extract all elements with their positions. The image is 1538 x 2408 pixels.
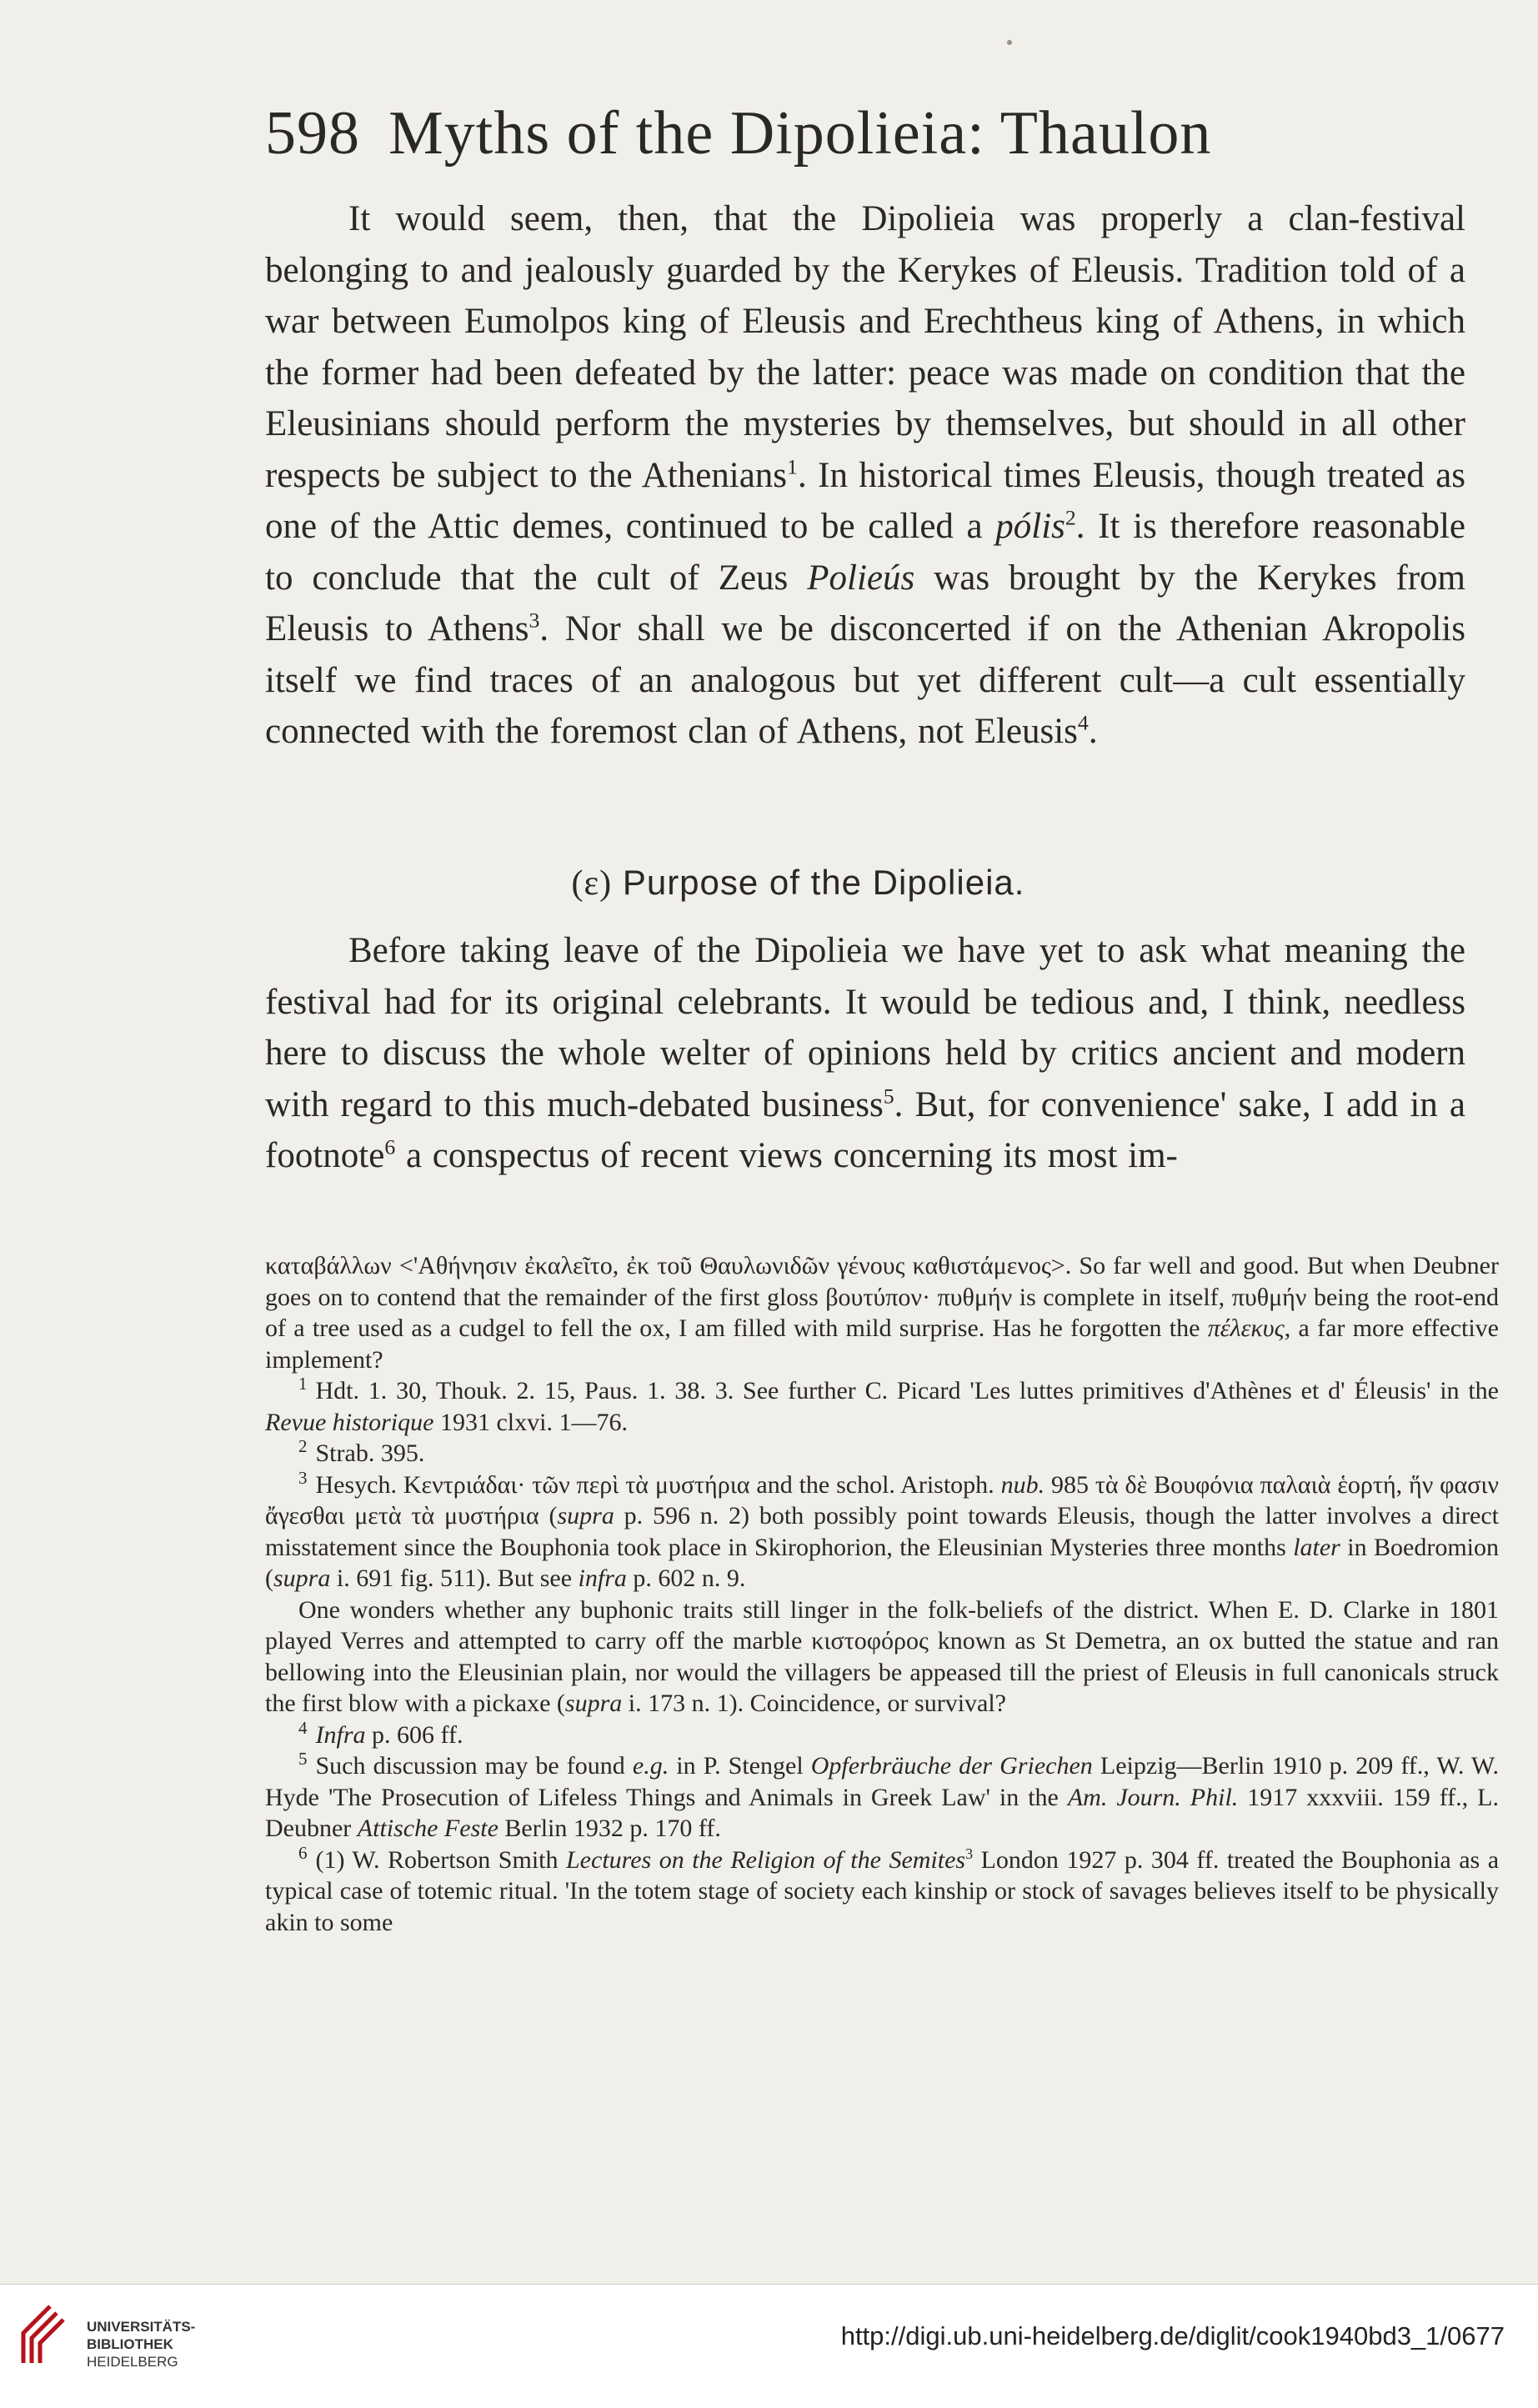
footnote-number: 5 [298,1749,308,1769]
text-run: Berlin 1932 p. 170 ff. [498,1815,721,1842]
journal-title: Am. Journ. Phil. [1067,1783,1239,1811]
footnote-3 [265,1469,1499,1594]
text-run: p. 606 ff. [365,1720,463,1749]
text-run: Strab. 395. [315,1439,425,1467]
italic-run: supra [273,1564,331,1592]
text-run: . [1088,712,1098,751]
text-run: (1) W. Robertson Smith [315,1845,566,1874]
footnote-ref-3[interactable]: 3 [529,608,540,633]
text-run: . In historical times Eleusis, though treated as one of the Attic demes, continued to be called a [265,455,1465,546]
italic-run: later [1293,1533,1340,1561]
footnote-3-continued [265,1594,1499,1720]
edition-number: 3 [965,1845,974,1862]
journal-title: Revue historique [265,1408,434,1436]
book-title: Opferbräuche der Griechen [810,1752,1093,1780]
library-name-line: HEIDELBERG [87,2354,178,2370]
text-run: a conspectus of recent views concerning its most im- [395,1136,1178,1175]
footnote-4 [265,1717,1499,1751]
italic-run: infra [578,1564,627,1592]
viewer-footer [0,2284,1538,2408]
body-paragraph-2 [265,925,1465,1182]
footnote-ref-5[interactable]: 5 [883,1084,894,1109]
footnote-number: 3 [298,1467,308,1488]
text-run: 1917 xxxviii. 159 ff., L. Deubner [265,1783,1499,1842]
text-run: p. 596 n. 2) both possibly point towards Eleusis, though the latter involves a direct misstatement since the Bouphonia took place in Skirophorion, the Eleusinian Mysteries three months [265,1502,1499,1561]
text-run: i. 691 fig. 511). But see [330,1564,579,1592]
ink-speck [1007,40,1012,45]
text-run: . It is therefore reasonable to conclude that the cult of Zeus [265,507,1466,598]
library-name-line: BIBLIOTHEK [87,2336,173,2352]
page-number: 598 [265,99,360,168]
footnotes [265,1250,1499,1938]
text-run: Hesych. Κεντριάδαι· τῶν περὶ τὰ μυστήρια and the schol. Aristoph. [315,1470,1001,1499]
book-title: Attische Feste [357,1815,498,1842]
text-run: Hdt. 1. 30, Thouk. 2. 15, Paus. 1. 38. 3. See further C. Picard 'Les luttes primitives d'Athènes et d' Éleusis' in the [315,1377,1499,1404]
text-run: p. 602 n. 9. [626,1564,746,1592]
running-header [265,98,1349,169]
footnote-ref-2[interactable]: 2 [1065,505,1076,530]
text-run: London 1927 p. 304 ff. treated the Bouphonia as a typical case of totemic ritual. 'In the totem stage of society each kinship or stock of savages believes itself to be physically akin to some [265,1845,1500,1936]
footnote-number: 1 [298,1374,308,1394]
body-paragraph-1 [265,193,1465,758]
text-run: was brought by the Kerykes from Eleusis to Athens [265,558,1465,648]
library-name [87,2318,195,2370]
footnote-number: 4 [298,1717,308,1738]
footnote-number: 6 [298,1842,308,1863]
text-run: in P. Stengel [669,1752,811,1780]
section-heading [0,863,1538,904]
text-run: καταβάλλων <'Αθήνησιν ἐκαλεῖτο, ἐκ τοῦ Θαυλωνιδῶν γένους καθιστάμενος>. So far well and good. But when Deubner goes on to contend that the remainder of the first gloss βουτύπον· πυθμήν is complete in itself, πυθμήν being the root-end of a tree used as a cudgel to fell the ox, I am filled with mild surprise. Has he forgotten the [265,1252,1499,1342]
book-title: Lectures on the Religion of the Semites [566,1845,966,1874]
text-run: , a far more effective implement? [265,1314,1499,1374]
term-polis: pólis [995,507,1065,546]
footnote-6 [265,1842,1500,1939]
university-library-logo-icon[interactable] [17,2303,67,2366]
section-marker: (ε) [571,864,613,903]
text-run: Leipzig—Berlin 1910 p. 209 ff., W. W. Hyde 'The Prosecution of Lifeless Things and Animals in Greek Law' in the [265,1752,1499,1811]
italic-run: e.g. [632,1752,669,1780]
footnote-continuation [265,1250,1499,1375]
term-pelekus: πέλεκυς [1207,1314,1285,1342]
footnote-5 [265,1750,1499,1845]
text-run: i. 173 n. 1). Coincidence, or survival? [622,1690,1006,1717]
italic-run: supra [557,1502,614,1529]
section-title: Purpose of the Dipolieia. [622,863,1025,902]
italic-run: supra [564,1690,623,1717]
text-run: . But, for convenience' sake, I add in a footnote [265,1084,1466,1175]
text-run: One wonders whether any buphonic traits still linger in the folk-beliefs of the district. When E. D. Clarke in 1801 played Verres and attempted to carry off the marble κιστοφόρος known as St Demetra, an ox butted the statue and ran bellowing into the Eleusinian plain, nor would the villagers be appeased till the priest of Eleusis in full canonicals struck the first blow with a pickaxe ( [265,1595,1499,1717]
footnote-ref-4[interactable]: 4 [1077,710,1089,735]
text-run: 1931 clxvi. 1—76. [433,1408,628,1436]
text-run: in Boedromion ( [265,1533,1499,1592]
text-run: Such discussion may be found [315,1752,633,1780]
footnote-1 [265,1375,1499,1438]
italic-run: nub. [1000,1470,1045,1499]
term-polieus: Polieús [807,558,915,598]
text-run: It would seem, then, that the Dipolieia was properly a clan-festival belonging to and jealously guarded by the Kerykes of Eleusis. Tradition told of a war between Eumolpos king of Eleusis and Erechtheus king of Athens, in which the former had been defeated by the latter: peace was made on condition that the Eleusinians should perform the mysteries by themselves, but should in all other respects be subject to the Athenians [265,199,1465,495]
footnote-2 [265,1438,1499,1469]
running-title: Myths of the Dipolieia: Thaulon [388,99,1212,168]
footnote-ref-6[interactable]: 6 [384,1134,396,1159]
text-run: Before taking leave of the Dipolieia we have yet to ask what meaning the festival had for its original celebrants. It would be tedious and, I think, needless here to discuss the whole welter of opinions held by critics ancient and modern with regard to this much-debated business [265,931,1465,1124]
italic-run: Infra [315,1720,366,1749]
footnote-number: 2 [298,1436,308,1456]
text-run: 985 τὰ δὲ Βουφόνια παλαιὰ ἑορτή, ἥν φασιν ἄγεσθαι μετὰ τὰ μυστήρια ( [265,1470,1499,1529]
library-name-line: UNIVERSITÄTS- [87,2319,196,2335]
footnote-ref-1[interactable]: 1 [787,454,798,479]
text-run: . Nor shall we be disconcerted if on the Athenian Akropolis itself we find traces of an analogous but yet different cult—a cult essentially connected with the foremost clan of Athens, not Eleusis [265,609,1465,751]
permalink-url[interactable]: http://digi.ub.uni-heidelberg.de/diglit/cook1940bd3_1/0677 [840,2321,1505,2350]
